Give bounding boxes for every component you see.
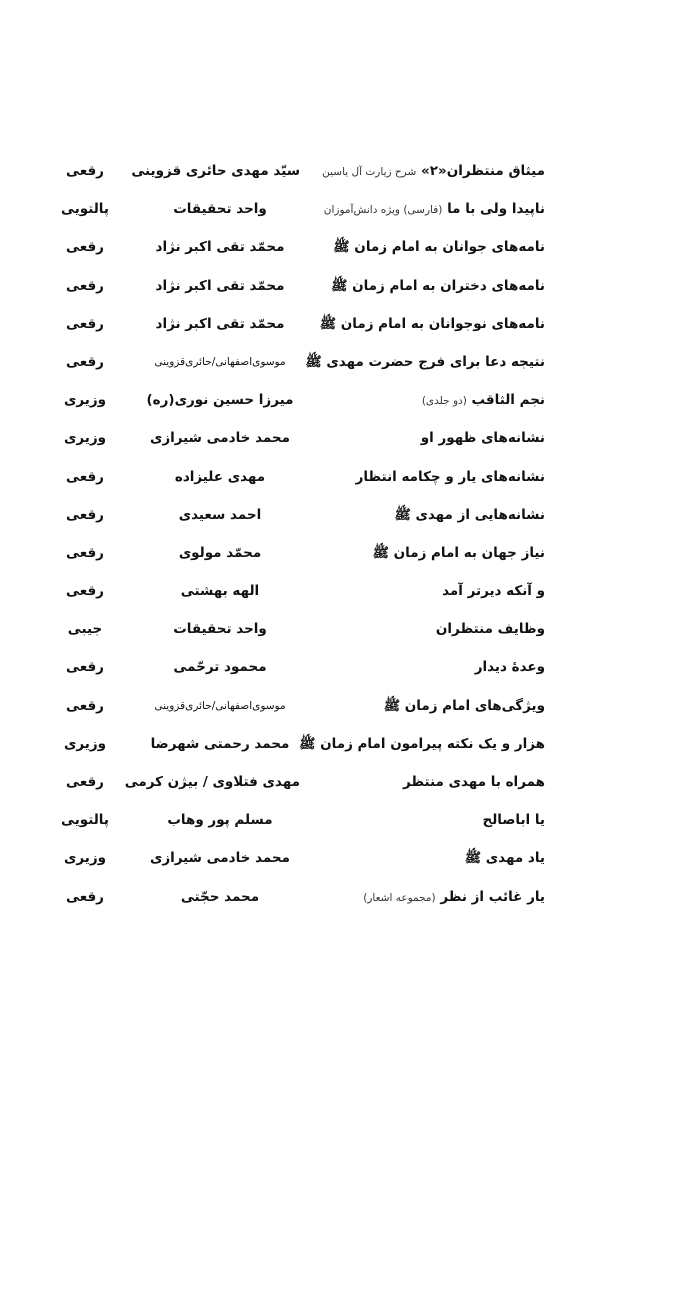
book-format: رقعی xyxy=(66,544,104,561)
book-title-text: همراه با مهدی منتظر xyxy=(402,774,545,790)
book-format: وزیری xyxy=(63,430,106,447)
book-title-text: و آنکه دیرتر آمد xyxy=(442,583,545,600)
book-format: رقعی xyxy=(66,659,104,676)
table-row xyxy=(0,267,700,305)
book-format: رقعی xyxy=(66,888,104,905)
book-author: محمّد تقی اکبر نژاد xyxy=(155,315,285,332)
book-title-text: نامه‌های دختران به امام زمان ﷺ xyxy=(331,277,545,294)
table-row xyxy=(0,878,700,916)
book-format: رقعی xyxy=(66,239,104,256)
book-author: محمود ترحّمی xyxy=(173,659,267,676)
book-title xyxy=(305,839,545,877)
book-author: محمد خادمی شیرازی xyxy=(149,850,291,867)
book-title-text: یا اباصالح xyxy=(482,812,545,829)
book-format: رقعی xyxy=(66,583,104,600)
table-row xyxy=(0,610,700,648)
book-title-note: (مجموعه اشعار) xyxy=(363,891,436,904)
book-title xyxy=(305,228,545,266)
book-format: رقعی xyxy=(66,277,104,294)
table-row xyxy=(0,228,700,266)
book-author: میرزا حسین نوری(ره) xyxy=(146,392,294,409)
book-title-text: نتیجه دعا برای فرج حضرت مهدی ﷺ xyxy=(305,353,545,370)
book-author: واحد تحقیقات xyxy=(173,621,267,638)
book-title-text: نیاز جهان به امام زمان ﷺ xyxy=(372,544,545,561)
book-author: مسلم پور وهاب xyxy=(167,812,273,829)
book-title-text: نجم الثاقب xyxy=(471,392,545,409)
book-title-text: نشانه‌های ظهور او xyxy=(420,430,545,447)
book-author: مهدی فتلاوی / بیژن کرمی xyxy=(124,774,300,790)
book-author: واحد تحقیقات xyxy=(173,201,267,218)
book-title-note: (دو جلدی) xyxy=(421,395,467,408)
book-title xyxy=(305,190,545,228)
book-title-text: یاد مهدی ﷺ xyxy=(464,850,545,867)
table-row xyxy=(0,458,700,496)
book-title-text: یار غائب از نظر xyxy=(440,888,545,905)
book-author: محمد خادمی شیرازی xyxy=(149,430,291,447)
book-list-table xyxy=(0,152,700,916)
book-title-text: میثاق منتظران«۲» xyxy=(420,163,545,179)
book-author: محمّد تقی اکبر نژاد xyxy=(155,239,285,256)
table-row xyxy=(0,801,700,839)
table-row xyxy=(0,648,700,686)
book-title xyxy=(305,343,545,381)
table-row xyxy=(0,763,700,801)
book-title-text: نشانه‌های یار و چکامه انتظار xyxy=(355,468,545,485)
book-title-text: وظایف منتظران xyxy=(435,621,545,638)
book-author: مهدی علیزاده xyxy=(174,468,266,485)
book-title xyxy=(305,419,545,457)
book-title xyxy=(305,458,545,496)
book-format: رقعی xyxy=(66,315,104,332)
book-author: محمد حجّتی xyxy=(180,888,260,905)
table-row xyxy=(0,152,700,190)
table-row xyxy=(0,572,700,610)
book-format: جیبی xyxy=(67,621,103,638)
book-title xyxy=(305,763,545,801)
book-title xyxy=(305,801,545,839)
book-format: وزیری xyxy=(63,392,106,409)
book-title xyxy=(305,648,545,686)
table-row xyxy=(0,381,700,419)
table-row xyxy=(0,496,700,534)
book-title xyxy=(305,610,545,648)
book-author: احمد سعیدی xyxy=(178,506,262,523)
book-format: رقعی xyxy=(66,697,104,714)
book-title-text: وعدهٔ دیدار xyxy=(474,659,545,676)
table-row xyxy=(0,419,700,457)
book-title-text: نامه‌های نوجوانان به امام زمان ﷺ xyxy=(319,315,545,332)
book-format: رقعی xyxy=(66,468,104,485)
book-author: محمّد مولوی xyxy=(178,544,262,561)
table-row xyxy=(0,687,700,725)
book-author: محمّد تقی اکبر نژاد xyxy=(155,277,285,294)
book-author: موسوی‌اصفهانی/حائری‌قزوینی xyxy=(154,699,286,712)
book-title xyxy=(305,687,545,725)
table-row xyxy=(0,305,700,343)
table-row xyxy=(0,343,700,381)
book-format: پالتویی xyxy=(61,812,109,829)
book-format: رقعی xyxy=(66,163,104,179)
book-title xyxy=(305,267,545,305)
book-format: رقعی xyxy=(66,353,104,370)
book-title xyxy=(305,381,545,419)
book-title xyxy=(305,152,545,190)
book-format: وزیری xyxy=(63,850,106,867)
book-format: رقعی xyxy=(66,506,104,523)
book-title-text: نشانه‌هایی از مهدی ﷺ xyxy=(394,506,545,523)
table-row xyxy=(0,534,700,572)
book-title-text: هزار و یک نکته پیرامون امام زمان ﷺ xyxy=(299,735,545,752)
table-row xyxy=(0,839,700,877)
table-row xyxy=(0,190,700,228)
book-author: موسوی‌اصفهانی/حائری‌قزوینی xyxy=(154,355,286,368)
book-title xyxy=(305,534,545,572)
book-title xyxy=(305,496,545,534)
book-format: رقعی xyxy=(66,774,104,790)
book-title-note: (فارسی) ویژه دانش‌آموزان xyxy=(323,204,443,217)
book-author: سیّد مهدی حائری قزوینی xyxy=(131,163,300,179)
table-row xyxy=(0,725,700,763)
book-author: محمد رحمتی شهرضا xyxy=(150,735,290,752)
book-author: الهه بهشتی xyxy=(180,583,260,600)
book-format: وزیری xyxy=(63,735,106,752)
book-title xyxy=(305,878,545,916)
book-format: پالتویی xyxy=(61,201,109,218)
book-title-text: ویژگی‌های امام زمان ﷺ xyxy=(383,697,545,714)
book-title-note: شرح زیارت آل یاسین xyxy=(322,166,417,178)
book-title-text: ناپیدا ولی با ما xyxy=(447,201,545,218)
book-title xyxy=(305,572,545,610)
book-title xyxy=(305,305,545,343)
book-title-text: نامه‌های جوانان به امام زمان ﷺ xyxy=(333,239,545,256)
book-title xyxy=(299,725,545,763)
